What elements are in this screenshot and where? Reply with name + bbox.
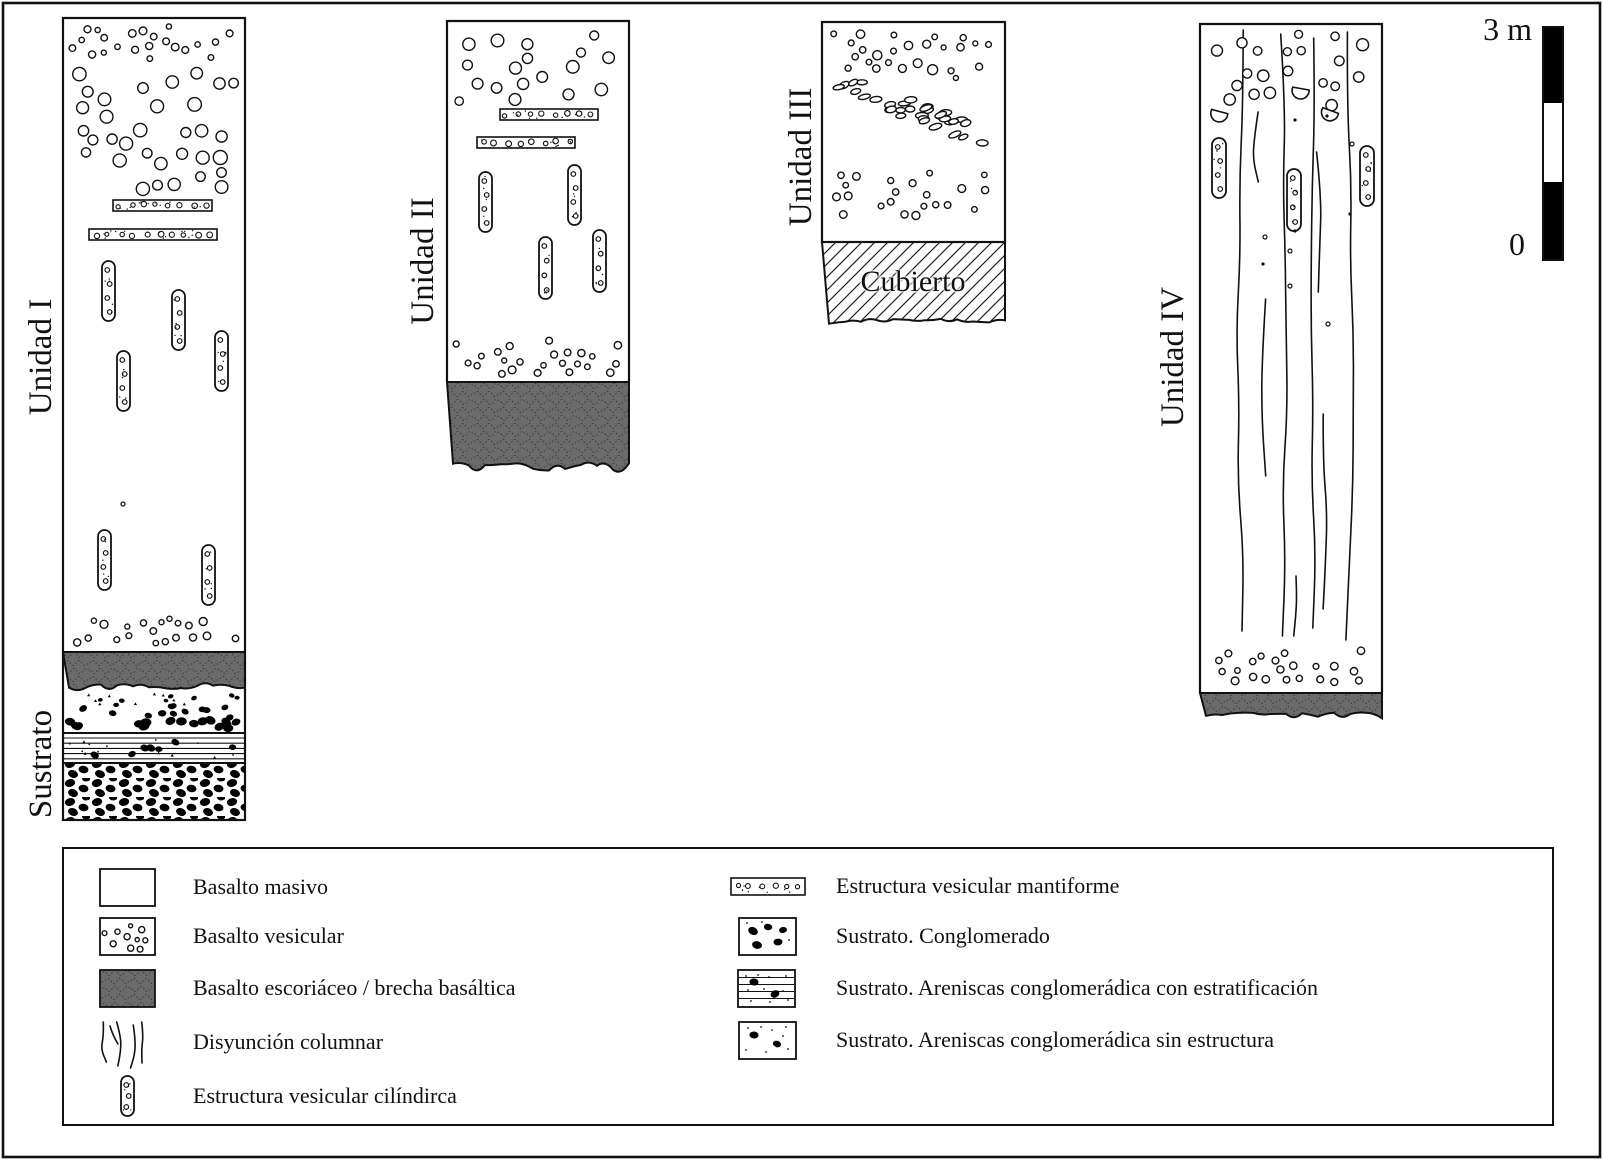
legend-swatch-scoria [100, 970, 155, 1007]
substrate-label: Sustrato [23, 709, 59, 819]
legend-label-mantiform: Estructura vesicular mantiforme [836, 873, 1120, 898]
scale-bar [1543, 27, 1563, 260]
legend-label-sandstone-stratified: Sustrato. Areniscas conglomerádica con estratificación [836, 975, 1318, 1000]
unit-2-label: Unidad II [405, 197, 441, 325]
unit-1-column [63, 18, 245, 820]
legend-swatch-vesicular [100, 918, 155, 955]
legend-swatch-sandstone-stratified [738, 970, 795, 1007]
legend-label-conglomerate: Sustrato. Conglomerado [836, 923, 1050, 948]
legend-label-vesicular: Basalto vesicular [193, 923, 344, 948]
covered-interval-label: Cubierto [860, 265, 966, 298]
legend-swatch-conglomerate [739, 918, 796, 955]
unit-3-label: Unidad III [783, 87, 819, 227]
legend-label-scoria: Basalto escoriáceo / brecha basáltica [193, 975, 516, 1000]
unit-4-label: Unidad IV [1155, 286, 1191, 428]
scale-zero-label: 0 [1509, 226, 1525, 262]
unit-2-column [447, 21, 629, 472]
legend-label-sandstone-unstructured: Sustrato. Areniscas conglomerádica sin estructura [836, 1027, 1275, 1052]
legend-swatch-columnar [102, 1022, 143, 1068]
legend-swatch-massive [100, 869, 155, 906]
legend-swatch-mantiform [731, 878, 805, 895]
legend-swatch-cylinder [121, 1076, 134, 1116]
unit-4-column [1200, 24, 1382, 718]
legend-label-massive: Basalto masivo [193, 874, 329, 899]
legend-label-cylinder: Estructura vesicular cilíndirca [193, 1083, 457, 1108]
unit-1-label: Unidad I [23, 298, 59, 416]
legend-label-columnar: Disyunción columnar [193, 1029, 384, 1054]
legend-swatch-sandstone-unstructured [739, 1022, 796, 1059]
scale-top-label: 3 m [1483, 11, 1532, 47]
